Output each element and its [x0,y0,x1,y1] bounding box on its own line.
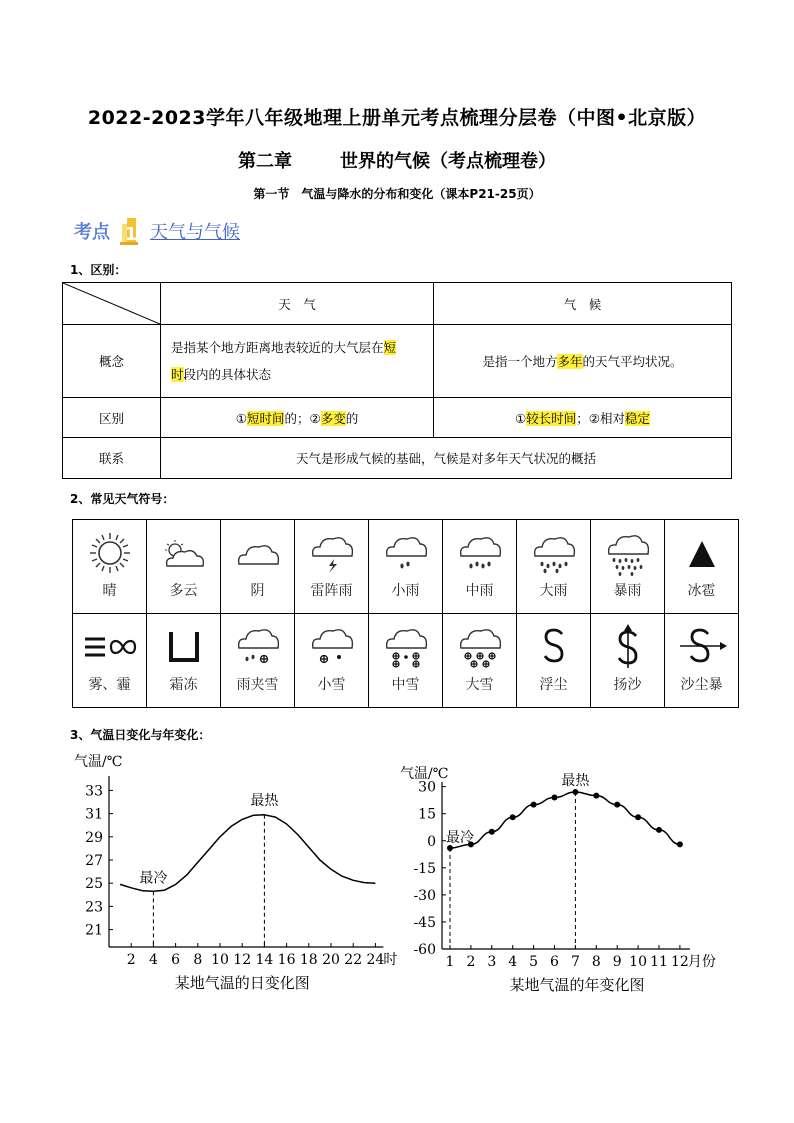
symbol-label: 浮尘 [539,677,568,693]
x-tick-label: 9 [612,954,622,970]
chart-title: 某地气温的日变化图 [174,974,310,992]
document-title: 2022-2023学年八年级地理上册单元考点梳理分层卷（中图•北京版） [87,107,707,129]
symbol-cell-light-snow [295,614,369,708]
x-tick-label: 4 [508,954,518,970]
x-tick-label: 24 [366,952,385,968]
y-tick-label: 30 [418,779,436,796]
x-tick-label: 8 [591,954,601,970]
symbol-label: 雨夹雪 [236,677,279,693]
symbol-label: 冰雹 [687,583,716,599]
data-point [614,802,620,808]
x-tick-label: 5 [529,954,539,970]
y-tick-label: -60 [413,942,436,958]
x-tick-label: 2 [466,954,476,970]
light-snow-icon [307,624,357,670]
x-tick-label: 10 [629,954,648,970]
y-tick-label: -30 [413,887,436,904]
frost-icon [159,624,209,670]
x-tick-label: 16 [277,952,296,968]
symbol-cell-sunny [73,520,147,614]
x-tick-label: 6 [550,954,559,970]
weather-symbol-table [72,519,739,708]
x-tick-label: 4 [148,952,158,968]
data-point [635,814,641,820]
moderate-snow-icon [381,624,431,670]
annotation-label: 最冷 [139,870,168,887]
symbol-cell-overcast [221,520,295,614]
x-tick-label: 1 [445,954,455,970]
symbol-label: 大雨 [539,583,568,599]
symbol-cell-cloudy [147,520,221,614]
thunderstorm-icon [307,530,357,576]
concept-climate: 是指一个地方多年的天气平均状况。 [434,325,732,398]
y-tick-label: 31 [85,806,103,823]
y-tick-label: 21 [85,922,103,939]
concept-weather: 是指某个地方距离地表较近的大气层在短 时段内的具体状态 [161,325,434,398]
q2-heading: 2、常见天气符号： [70,492,175,506]
y-tick-label: 0 [427,833,436,850]
y-tick-label: -45 [413,914,436,931]
x-tick-label: 8 [193,952,203,968]
symbol-label: 中雨 [465,583,494,599]
row-label-link: 联系 [63,438,161,479]
x-tick-label: 11 [650,954,668,970]
y-tick-label: 29 [85,829,103,846]
x-tick-label: 18 [299,952,318,968]
data-point [552,794,558,800]
hail-icon [677,530,727,576]
x-tick-label: 7 [570,954,580,970]
symbol-label: 中雪 [391,677,420,693]
data-point [677,841,683,847]
symbol-label: 扬沙 [613,677,642,693]
chapter-heading [0,147,794,173]
symbol-cell-moderate-rain [443,520,517,614]
row-label-concept: 概念 [63,325,161,398]
kaodian-number-badge [118,216,140,246]
y-axis-label: 气温/℃ [400,766,449,782]
partly-cloudy-icon [159,530,209,576]
comparison-table [62,282,732,479]
symbol-label: 晴 [102,583,117,599]
symbol-cell-sleet [221,614,295,708]
kaodian-label: 考点 [74,222,110,243]
header-climate: 气 候 [434,283,732,325]
symbol-label: 大雪 [465,677,494,693]
rainstorm-icon [603,530,653,576]
x-tick-label: 10 [211,952,229,968]
y-tick-label: 33 [85,783,103,800]
header-weather: 天 气 [161,283,434,325]
x-tick-label: 12 [670,954,689,970]
heavy-rain-icon [529,530,579,576]
symbol-cell-hail [665,520,739,614]
annual-temperature-chart [396,760,736,998]
x-axis-unit: 月份 [687,954,716,970]
chart-title: 某地气温的年变化图 [509,976,645,994]
y-tick-label: 15 [418,806,436,823]
symbol-label: 沙尘暴 [680,677,723,693]
symbol-cell-rainstorm [591,520,665,614]
sandstorm-icon [674,624,730,670]
symbol-cell-thunderstorm [295,520,369,614]
table-corner-cell [63,283,161,325]
temperature-curve [450,792,680,848]
link-text: 天气是形成气候的基础，气候是对多年天气状况的概括 [161,438,732,479]
chapter-number: 第二章 [238,151,292,172]
daily-temperature-chart [66,748,406,998]
kaodian-banner [74,216,240,246]
overcast-icon [233,530,283,576]
annotation-label: 最热 [250,792,279,809]
symbol-cell-fog-haze [73,614,147,708]
symbol-label: 小雨 [391,583,420,599]
symbol-cell-heavy-snow [443,614,517,708]
annotation-label: 最热 [561,773,590,790]
x-tick-label: 2 [126,952,136,968]
y-tick-label: 27 [85,853,103,869]
symbol-cell-sandstorm [665,614,739,708]
symbol-label: 霜冻 [169,677,198,693]
heavy-snow-icon [455,624,505,670]
y-axis-label: 气温/℃ [74,754,123,770]
symbol-cell-heavy-rain [517,520,591,614]
data-point [510,814,516,820]
symbol-label: 雾、霾 [88,677,131,693]
symbol-label: 多云 [169,583,198,599]
section-heading: 第一节 气温与降水的分布和变化（课本P21-25页） [253,187,541,201]
symbol-label: 阴 [250,583,265,599]
data-point [531,802,537,808]
chapter-name: 世界的气候（考点梳理卷） [340,151,556,172]
fog-haze-icon [79,624,141,670]
data-point [656,827,662,833]
symbol-cell-frost [147,614,221,708]
symbol-label: 小雪 [317,677,346,693]
blowing-sand-icon [603,624,653,670]
q1-heading: 1、区别： [70,263,127,277]
data-point [489,829,495,835]
y-tick-label: 25 [85,876,103,893]
x-tick-label: 12 [233,952,252,968]
symbol-cell-light-rain [369,520,443,614]
kaodian-number: 1 [124,224,138,245]
light-rain-icon [381,530,431,576]
x-tick-label: 20 [322,952,340,968]
sleet-icon [233,624,283,670]
y-tick-label: 23 [85,899,103,916]
x-tick-label: 6 [171,952,181,968]
x-tick-label: 14 [255,952,274,968]
annotation-label: 最冷 [446,829,474,846]
data-point [593,793,599,799]
x-axis-unit: 时 [383,952,398,968]
x-tick-label: 22 [344,952,363,968]
sunny-icon [87,530,133,576]
x-tick-label: 3 [487,954,497,970]
symbol-cell-floating-dust [517,614,591,708]
kaodian-topic: 天气与气候 [150,222,240,243]
q3-heading: 3、气温日变化与年变化： [70,728,211,742]
symbol-label: 暴雨 [613,583,642,599]
floating-dust-icon [529,624,579,670]
moderate-rain-icon [455,530,505,576]
symbol-label: 雷阵雨 [310,583,353,599]
row-label-diff: 区别 [63,398,161,438]
diff-weather: ①短时间的；②多变的 [161,398,434,438]
symbol-cell-blowing-sand [591,614,665,708]
symbol-cell-moderate-snow [369,614,443,708]
diff-climate: ①较长时间；②相对稳定 [434,398,732,438]
y-tick-label: -15 [413,860,436,877]
